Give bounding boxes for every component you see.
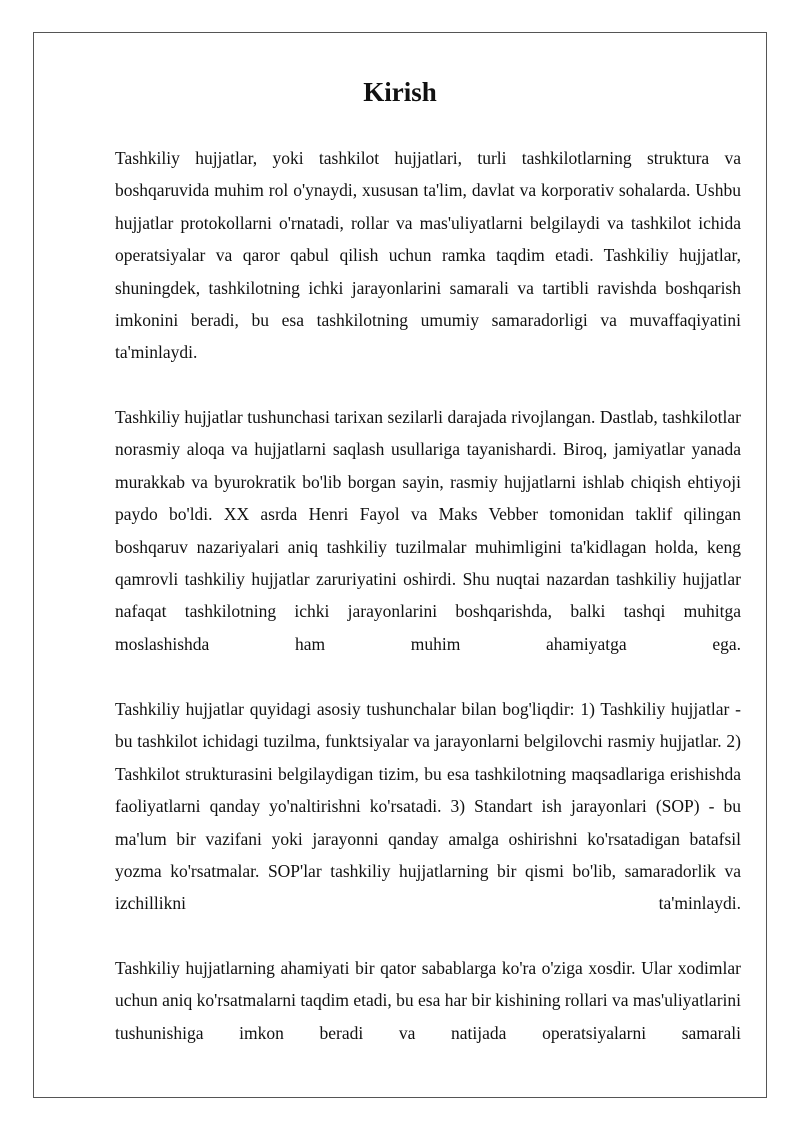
- paragraph-4: Tashkiliy hujjatlarning ahamiyati bir qator sabablarga ko'ra o'ziga xosdir. Ular xodimlar uchun aniq ko'rsatmalarni taqdim etadi, bu esa har bir kishining rollari va mas'uliyatlarini tushunishiga imkon beradi va natijada operatsiyalarni samarali: [115, 958, 741, 1043]
- paragraph-3: Tashkiliy hujjatlar quyidagi asosiy tushunchalar bilan bog'liqdir: 1) Tashkiliy hujjatlar - bu tashkilot ichidagi tuzilma, funktsiyalar va jarayonlarni belgilovchi rasmiy hujjatlar. 2) Tashkilot strukturasini belgilaydigan tizim, bu esa tashkilotning maqsadlariga erishishda faoliyatlarni qanday yo'naltirishni ko'rsatadi. 3) Standart ish jarayonlari (SOP) - bu ma'lum bir vazifani yoki jarayonni qanday amalga oshirishni ko'rsatadigan batafsil yozma ko'rsatmalar. SOP'lar tashkiliy hujjatlarning bir qismi bo'lib, samaradorlik va izchillikni ta'minlaydi.: [115, 699, 741, 914]
- page-title: Kirish: [363, 77, 437, 107]
- paragraph-2: Tashkiliy hujjatlar tushunchasi tarixan sezilarli darajada rivojlangan. Dastlab, tashkilotlar norasmiy aloqa va hujjatlarni saqlash usullariga tayanishardi. Biroq, jamiyatlar yanada murakkab va byurokratik bo'lib borgan sayin, rasmiy hujjatlarni ishlab chiqish ehtiyoji paydo bo'ldi. XX asrda Henri Fayol va Maks Vebber tomonidan taklif qilingan boshqaruv nazariyalari aniq tashkiliy tuzilmalar muhimligini ta'kidlagan holda, keng qamrovli tashkiliy hujjatlar zaruriyatini oshirdi. Shu nuqtai nazardan tashkiliy hujjatlar nafaqat tashkilotning ichki jarayonlarini boshqarishda, balki tashqi muhitga moslashishda ham muhim ahamiyatga ega.: [115, 407, 741, 654]
- paragraph-1: Tashkiliy hujjatlar, yoki tashkilot hujjatlari, turli tashkilotlarning struktura va boshqaruvida muhim rol o'ynaydi, xususan ta'lim, davlat va korporativ sohalarda. Ushbu hujjatlar protokollarni o'rnatadi, rollar va mas'uliyatlarni belgilaydi va tashkilot ichida operatsiyalar va qaror qabul qilish uchun ramka taqdim etadi. Tashkiliy hujjatlar, shuningdek, tashkilotning ichki jarayonlarini samarali va tartibli ravishda boshqarish imkonini beradi, bu esa tashkilotning umumiy samaradorligi va muvaffaqiyatini ta'minlaydi.: [115, 148, 741, 363]
